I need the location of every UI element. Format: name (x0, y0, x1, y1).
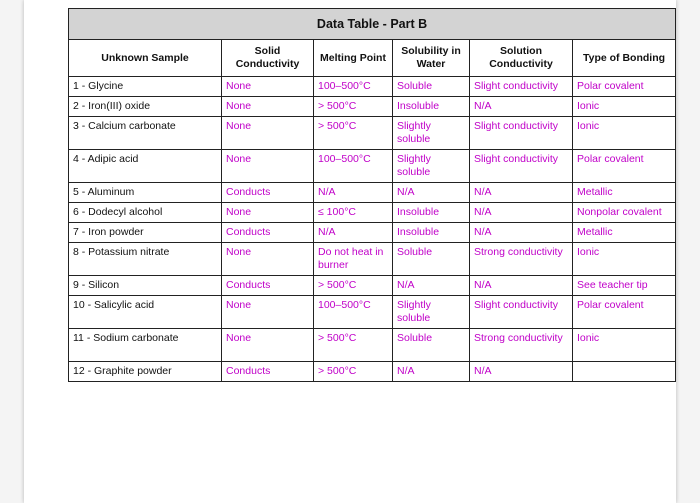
bonding-type-value: Ionic (573, 117, 676, 150)
solubility-value: Slightly soluble (393, 296, 470, 329)
solubility-value: Insoluble (393, 223, 470, 243)
table-row (69, 296, 676, 329)
melting-point-value: > 500°C (314, 117, 393, 150)
solution-conductivity-value: N/A (470, 223, 573, 243)
bonding-type-value: Ionic (573, 97, 676, 117)
table-row (69, 362, 676, 382)
solution-conductivity-value: Strong conductivity (470, 243, 573, 276)
solubility-value: N/A (393, 183, 470, 203)
sample-name: 2 - Iron(III) oxide (69, 97, 222, 117)
melting-point-value: ≤ 100°C (314, 203, 393, 223)
table-row (69, 203, 676, 223)
table-row (69, 183, 676, 203)
table-row (69, 97, 676, 117)
bonding-type-value: Metallic (573, 183, 676, 203)
solubility-value: Slightly soluble (393, 117, 470, 150)
solution-conductivity-value: N/A (470, 276, 573, 296)
document-page (24, 0, 676, 503)
solution-conductivity-value: Slight conductivity (470, 117, 573, 150)
header-row (69, 40, 676, 77)
solid-conductivity-value: None (222, 296, 314, 329)
solid-conductivity-value: None (222, 97, 314, 117)
table-row (69, 77, 676, 97)
table-row (69, 223, 676, 243)
solution-conductivity-value: Slight conductivity (470, 77, 573, 97)
bonding-type-value: Polar covalent (573, 150, 676, 183)
solid-conductivity-value: None (222, 77, 314, 97)
header-melting-point: Melting Point (314, 40, 393, 77)
solid-conductivity-value: None (222, 243, 314, 276)
solution-conductivity-value: Slight conductivity (470, 150, 573, 183)
sample-name: 1 - Glycine (69, 77, 222, 97)
melting-point-value: > 500°C (314, 276, 393, 296)
melting-point-value: > 500°C (314, 97, 393, 117)
bonding-type-value: Polar covalent (573, 296, 676, 329)
solution-conductivity-value: N/A (470, 203, 573, 223)
solution-conductivity-value: Slight conductivity (470, 296, 573, 329)
sample-name: 5 - Aluminum (69, 183, 222, 203)
header-type-of-bonding: Type of Bonding (573, 40, 676, 77)
bonding-type-value: Ionic (573, 329, 676, 362)
bonding-type-value: Nonpolar covalent (573, 203, 676, 223)
table-title: Data Table - Part B (69, 9, 676, 40)
melting-point-value: > 500°C (314, 329, 393, 362)
bonding-type-value: Polar covalent (573, 77, 676, 97)
table-row (69, 117, 676, 150)
header-solution-conductivity: Solution Conductivity (470, 40, 573, 77)
header-unknown-sample: Unknown Sample (69, 40, 222, 77)
sample-name: 11 - Sodium carbonate (69, 329, 222, 362)
solubility-value: Insoluble (393, 97, 470, 117)
solid-conductivity-value: None (222, 150, 314, 183)
solid-conductivity-value: Conducts (222, 183, 314, 203)
solubility-value: N/A (393, 362, 470, 382)
melting-point-value: 100–500°C (314, 150, 393, 183)
melting-point-value: 100–500°C (314, 77, 393, 97)
sample-name: 6 - Dodecyl alcohol (69, 203, 222, 223)
sample-name: 9 - Silicon (69, 276, 222, 296)
solution-conductivity-value: N/A (470, 183, 573, 203)
melting-point-value: > 500°C (314, 362, 393, 382)
sample-name: 3 - Calcium carbonate (69, 117, 222, 150)
solubility-value: N/A (393, 276, 470, 296)
solubility-value: Soluble (393, 329, 470, 362)
table-row (69, 276, 676, 296)
solution-conductivity-value: N/A (470, 362, 573, 382)
header-solid-conductivity: Solid Conductivity (222, 40, 314, 77)
melting-point-value: N/A (314, 183, 393, 203)
solubility-value: Soluble (393, 243, 470, 276)
solid-conductivity-value: None (222, 329, 314, 362)
table-body (69, 77, 676, 382)
solid-conductivity-value: Conducts (222, 223, 314, 243)
solubility-value: Soluble (393, 77, 470, 97)
melting-point-value: Do not heat in burner (314, 243, 393, 276)
header-solubility: Solubility in Water (393, 40, 470, 77)
bonding-type-value (573, 362, 676, 382)
solid-conductivity-value: Conducts (222, 276, 314, 296)
solution-conductivity-value: N/A (470, 97, 573, 117)
melting-point-value: N/A (314, 223, 393, 243)
sample-name: 7 - Iron powder (69, 223, 222, 243)
bonding-type-value: Ionic (573, 243, 676, 276)
solid-conductivity-value: Conducts (222, 362, 314, 382)
sample-name: 8 - Potassium nitrate (69, 243, 222, 276)
bonding-type-value: Metallic (573, 223, 676, 243)
solubility-value: Insoluble (393, 203, 470, 223)
data-table (68, 8, 676, 382)
table-row (69, 329, 676, 362)
solid-conductivity-value: None (222, 203, 314, 223)
sample-name: 10 - Salicylic acid (69, 296, 222, 329)
melting-point-value: 100–500°C (314, 296, 393, 329)
solid-conductivity-value: None (222, 117, 314, 150)
sample-name: 12 - Graphite powder (69, 362, 222, 382)
table-row (69, 150, 676, 183)
solution-conductivity-value: Strong conductivity (470, 329, 573, 362)
bonding-type-value: See teacher tip (573, 276, 676, 296)
table-row (69, 243, 676, 276)
solubility-value: Slightly soluble (393, 150, 470, 183)
sample-name: 4 - Adipic acid (69, 150, 222, 183)
